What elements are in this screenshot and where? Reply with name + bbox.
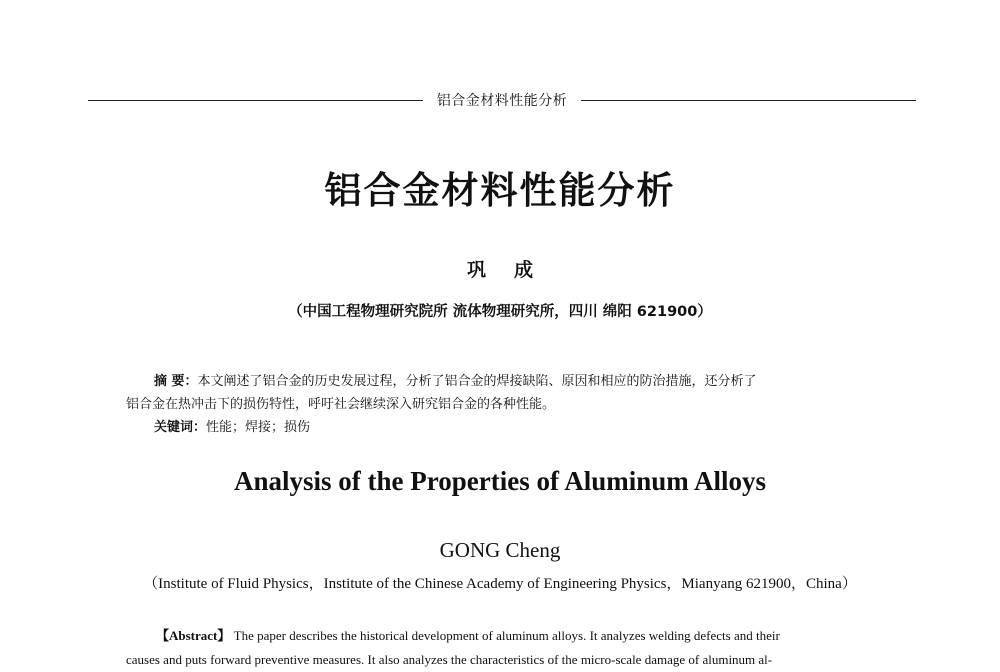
chinese-title: 铝合金材料性能分析 (324, 168, 676, 212)
english-affiliation: （Institute of Fluid Physics，Institute of the Chinese Academy of Engineering Physics，Mianyang 621900，China） (143, 576, 857, 592)
header-rule-left (88, 100, 423, 101)
english-abstract-text-1: The paper describes the historical development of aluminum alloys. It analyzes welding defects and their (230, 628, 780, 643)
english-abstract (126, 624, 886, 672)
chinese-affiliation: （中国工程物理研究院所 流体物理研究所，四川 绵阳 621900） (288, 304, 712, 320)
english-title: Analysis of the Properties of Aluminum Alloys (233, 466, 767, 496)
chinese-abstract-line-2: 铝合金在热冲击下的损伤特性，呼吁社会继续深入研究铝合金的各种性能。 (126, 397, 556, 412)
english-author: GONG Cheng (439, 538, 561, 562)
chinese-abstract-line-1 (126, 370, 886, 393)
english-abstract-line-2: causes and puts forward preventive measures. It also analyzes the characteristics of the micro-scale damage of aluminum al- (126, 652, 773, 667)
chinese-keywords (126, 416, 886, 439)
chinese-abstract (126, 370, 886, 439)
chinese-keywords-text: 性能；焊接；损伤 (206, 420, 311, 435)
chinese-author: 巩成 (466, 259, 561, 281)
header-rule-right (581, 100, 916, 101)
running-head-title: 铝合金材料性能分析 (436, 93, 568, 109)
english-abstract-label: 【Abstract】 (156, 628, 231, 643)
chinese-keywords-label: 关键词： (154, 420, 207, 435)
chinese-abstract-label: 摘 要： (154, 374, 198, 389)
chinese-abstract-text-1: 本文阐述了铝合金的历史发展过程，分析了铝合金的焊接缺陷、原因和相应的防治措施，还分析了 (197, 374, 757, 389)
running-header (88, 90, 916, 110)
english-abstract-line-1 (126, 624, 886, 648)
